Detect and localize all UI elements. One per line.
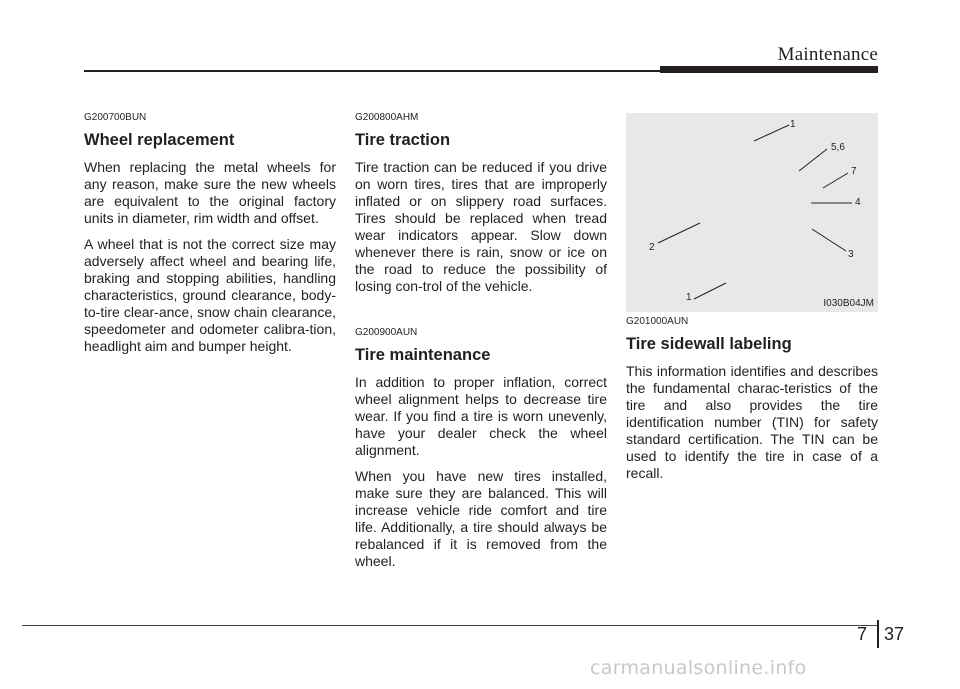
watermark: carmanualsonline.info bbox=[590, 657, 807, 679]
callout-label: 7 bbox=[851, 166, 857, 177]
callout-label: 3 bbox=[848, 249, 854, 260]
tire-sidewall-figure bbox=[626, 113, 878, 312]
callout-label: 4 bbox=[855, 197, 861, 208]
header-bar bbox=[660, 66, 878, 73]
heading-tire-maintenance: Tire maintenance bbox=[355, 346, 491, 364]
callout-label: 1 bbox=[686, 292, 692, 303]
paragraph: This information identifies and describes the fundamental charac-teristics of the tire and also provides the tire identification number (TIN) for safety standard certification. The TIN can be used to identify the tire in case of a recall. bbox=[626, 363, 878, 481]
heading-tire-sidewall-labeling: Tire sidewall labeling bbox=[626, 335, 792, 353]
section-code: G200900AUN bbox=[355, 327, 418, 338]
paragraph: A wheel that is not the correct size may adversely affect wheel and bearing life, braking and stopping abilities, handling characteristics, ground clearance, body-to-tire clear-ance, snow chain clearance, speedometer and odometer calibra-tion, headlight aim and bumper height. bbox=[84, 236, 336, 354]
callout-label: 1 bbox=[790, 119, 796, 130]
section-code: G200700BUN bbox=[84, 112, 147, 123]
section-code: G200800AHM bbox=[355, 112, 419, 123]
footer-rule bbox=[22, 625, 877, 626]
chapter-number: 7 bbox=[857, 624, 868, 644]
column-tire-sidewall-labeling bbox=[626, 316, 878, 491]
header-rule bbox=[84, 70, 660, 72]
figure-code: I030B04JM bbox=[823, 298, 874, 309]
heading-wheel-replacement: Wheel replacement bbox=[84, 131, 235, 149]
heading-tire-traction: Tire traction bbox=[355, 131, 451, 149]
column-wheel-replacement bbox=[84, 112, 336, 364]
callout-label: 2 bbox=[649, 242, 655, 253]
page-number: 37 bbox=[884, 624, 905, 644]
paragraph: Tire traction can be reduced if you drive on worn tires, tires that are improperly inflated or on slippery road surfaces. Tires should be replaced when tread wear indicators appear. Slow down whenever there is rain, snow or ice on the road to reduce the possibility of losing con-trol of the vehicle. bbox=[355, 159, 607, 294]
page-divider bbox=[877, 620, 879, 648]
callout-label: 5,6 bbox=[831, 142, 845, 153]
paragraph: When you have new tires installed, make sure they are balanced. This will increase vehicle ride comfort and tire life. Additionally, a tire should always be rebalanced if it is removed from the wheel. bbox=[355, 468, 607, 569]
section-title: Maintenance bbox=[777, 44, 878, 65]
paragraph: In addition to proper inflation, correct wheel alignment helps to decrease tire wear. If you find a tire is worn unevenly, have your dealer check the wheel alignment. bbox=[355, 374, 607, 458]
column-tire-traction bbox=[355, 112, 607, 579]
section-code: G201000AUN bbox=[626, 316, 689, 327]
paragraph: When replacing the metal wheels for any reason, make sure the new wheels are equivalent to the original factory units in diameter, rim width and offset. bbox=[84, 159, 336, 226]
